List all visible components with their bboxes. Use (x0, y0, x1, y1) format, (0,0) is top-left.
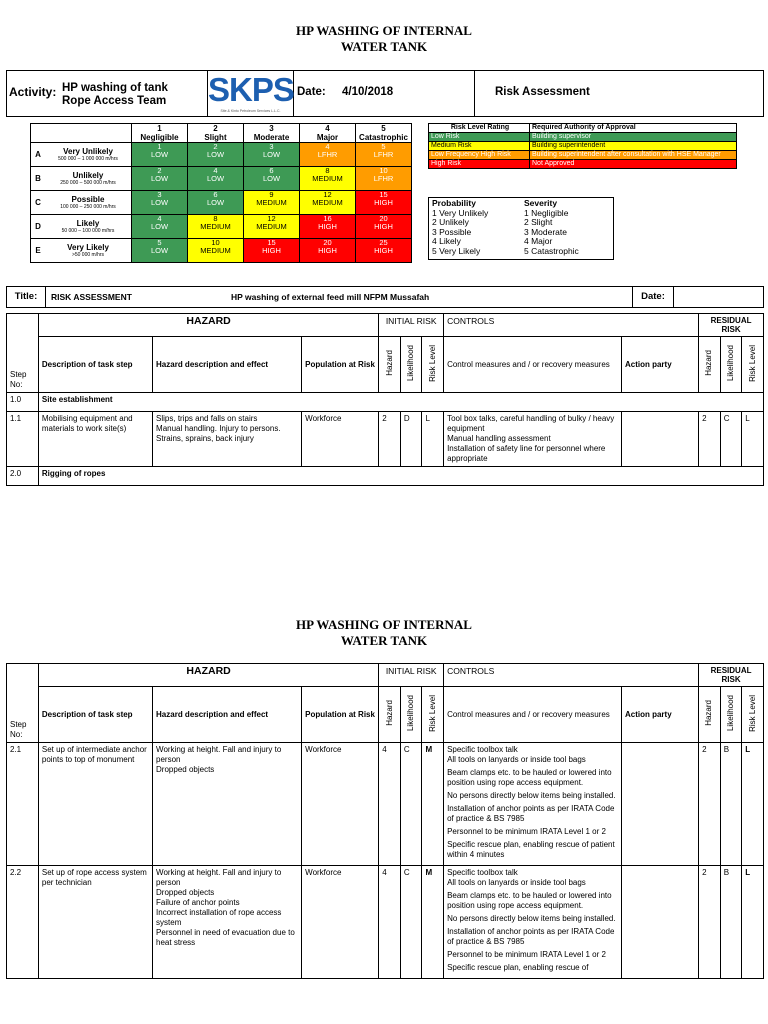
likelihood-label: C Possible 100 000 – 250 000 m/hrs (31, 191, 132, 215)
residual-risk-header: RESIDUAL RISK (699, 664, 764, 687)
task-description: Set up of rope access system per technician (38, 866, 152, 979)
step-number: 2.2 (7, 866, 39, 979)
control-measure: Specific rescue plan, enabling rescue of (447, 963, 589, 972)
likelihood-label: E Very Likely >50 000 m/hrs (31, 239, 132, 263)
section-row (7, 467, 764, 486)
title-date-label: Date: (632, 287, 674, 307)
initial-hazard: 4 (379, 866, 401, 979)
residual-risk-level: L (742, 866, 764, 979)
initial-likelihood: C (400, 866, 422, 979)
action-party (621, 743, 698, 866)
risk-table-page1 (6, 313, 764, 486)
residual-likelihood: B (720, 743, 742, 866)
probability-item: 5 Very Likely (432, 245, 481, 256)
table-row (7, 866, 764, 979)
legend-rating: Medium Risk (429, 142, 530, 151)
risk-cell: 6 LOW (188, 191, 244, 215)
activity-line2: Rope Access Team (62, 95, 167, 107)
likelihood-label: A Very Unlikely 500 000 – 1 000 000 m/hrs (31, 143, 132, 167)
legend-col1-header: Risk Level Rating (429, 124, 530, 133)
step-number: 2.0 (7, 467, 39, 486)
risk-cell: 16 HIGH (300, 215, 356, 239)
initial-risk-level: M (422, 866, 444, 979)
severity-header: 1 Negligible (132, 124, 188, 143)
residual-likelihood-col-header: Likelihood (726, 694, 735, 732)
legend-authority: Building supervisor (530, 133, 737, 142)
risk-cell: 15 HIGH (244, 239, 300, 263)
control-measure: Specific toolbox talk All tools on lanyards or inside tool bags (447, 868, 586, 887)
initial-risk-header: INITIAL RISK (379, 314, 444, 337)
risk-cell: 8 MEDIUM (300, 167, 356, 191)
initial-hazard: 4 (379, 743, 401, 866)
legend-row (429, 133, 737, 142)
severity-item: 4 Major (524, 236, 553, 247)
residual-likelihood: C (720, 412, 742, 467)
activity-cell (7, 71, 208, 116)
population-header: Population at Risk (302, 687, 379, 743)
hazard-desc-header: Hazard description and effect (153, 687, 302, 743)
risk-level-legend (428, 123, 737, 169)
severity-item: 5 Catastrophic (524, 245, 579, 256)
section-title: Rigging of ropes (38, 467, 763, 486)
risk-cell: 9 MEDIUM (244, 191, 300, 215)
residual-hazard: 2 (699, 743, 721, 866)
likelihood-col-header: Likelihood (406, 694, 416, 732)
activity-line1: HP washing of tank (62, 82, 168, 94)
title-value: RISK ASSESSMENT (51, 292, 132, 302)
probability-severity-key (428, 197, 614, 260)
risk-cell: 2 LOW (132, 167, 188, 191)
hazard-description: Working at height. Fall and injury to person Dropped objects (153, 743, 302, 866)
residual-hazard: 2 (699, 866, 721, 979)
risk-cell: 12 MEDIUM (300, 191, 356, 215)
population-header: Population at Risk (302, 337, 379, 393)
control-measure: Installation of anchor points as per IRATA Code of practice & BS 7985 (447, 927, 615, 946)
initial-risk-level: M (422, 743, 444, 866)
step-number: 2.1 (7, 743, 39, 866)
risk-level-col-header: Risk Level (427, 344, 437, 382)
title-bar (6, 286, 764, 308)
control-measures-header: Control measures and / or recovery measures (444, 337, 622, 393)
initial-risk-header: INITIAL RISK (379, 664, 444, 687)
control-measure: Installation of anchor points as per IRATA Code of practice & BS 7985 (447, 804, 615, 823)
residual-hazard: 2 (699, 412, 721, 467)
initial-hazard: 2 (379, 412, 401, 467)
risk-cell: 5 LFHR (356, 143, 412, 167)
control-measure: No persons directly below items being installed. (447, 791, 616, 800)
document-title-page2 (0, 617, 768, 649)
severity-header: 5 Catastrophic (356, 124, 412, 143)
severity-item: 3 Moderate (524, 226, 567, 237)
task-desc-header: Description of task step (38, 687, 152, 743)
legend-rating: Low Risk (429, 133, 530, 142)
risk-cell: 3 LOW (132, 191, 188, 215)
date-label: Date: (297, 86, 326, 98)
step-no-header: Step No: (7, 664, 39, 743)
matrix-row (31, 143, 412, 167)
hazard-col-header: Hazard (384, 350, 394, 376)
step-number: 1.1 (7, 412, 39, 467)
action-party (621, 412, 698, 467)
risk-cell: 12 MEDIUM (244, 215, 300, 239)
risk-cell: 6 LOW (244, 167, 300, 191)
table-row (7, 743, 764, 866)
severity-item: 1 Negligible (524, 207, 569, 218)
probability-item: 1 Very Unlikely (432, 207, 489, 218)
document-title-line2: WATER TANK (340, 633, 428, 648)
controls-cell (444, 743, 622, 866)
controls-header: CONTROLS (444, 664, 699, 687)
legend-rating: High Risk (429, 160, 530, 169)
controls-cell (444, 412, 622, 467)
risk-cell: 5 LOW (132, 239, 188, 263)
likelihood-label: B Unlikely 250 000 – 500 000 m/hrs (31, 167, 132, 191)
hazard-header: HAZARD (38, 664, 378, 687)
residual-risk-level-col-header: Risk Level (747, 694, 757, 732)
legend-row (429, 142, 737, 151)
step-number: 1.0 (7, 393, 39, 412)
doc-type: Risk Assessment (495, 86, 590, 98)
section-row (7, 393, 764, 412)
legend-col2-header: Required Authority of Approval (530, 124, 737, 133)
initial-risk-level: L (422, 412, 444, 467)
hazard-desc-header: Hazard description and effect (153, 337, 302, 393)
residual-hazard-col-header: Hazard (704, 350, 714, 376)
control-measure: No persons directly below items being installed. (447, 914, 616, 923)
matrix-row (31, 167, 412, 191)
legend-authority: Building superintendent (530, 142, 737, 151)
risk-level-col-header: Risk Level (427, 694, 437, 732)
risk-cell: 1 LOW (132, 143, 188, 167)
document-title-line1: HP WASHING OF INTERNAL (296, 617, 472, 632)
control-measure: Beam clamps etc. to be hauled or lowered into position using rope access equipment. (447, 891, 612, 910)
residual-risk-level-col-header: Risk Level (747, 344, 757, 382)
initial-likelihood: C (400, 743, 422, 866)
probability-item: 3 Possible (432, 226, 472, 237)
table-row (7, 412, 764, 467)
severity-item: 2 Slight (524, 217, 553, 228)
risk-matrix (30, 123, 412, 263)
action-party-header: Action party (621, 337, 698, 393)
control-measure: Beam clamps etc. to be hauled or lowered into position using rope access equipment. (447, 768, 612, 787)
control-measure: Tool box talks, careful handling of bulky / heavy equipment Manual handling assessment Installation of safety line for personnel where appropriate (447, 414, 615, 463)
section-title: Site establishment (38, 393, 763, 412)
hazard-col-header: Hazard (384, 700, 394, 726)
risk-cell: 20 HIGH (356, 215, 412, 239)
doc-type-cell (475, 71, 765, 116)
legend-row (429, 160, 737, 169)
control-measure: Specific rescue plan, enabling rescue of patient within 4 minutes (447, 840, 615, 859)
task-description: Mobilising equipment and materials to work site(s) (38, 412, 152, 467)
action-party-header: Action party (621, 687, 698, 743)
residual-risk-level: L (742, 743, 764, 866)
matrix-row (31, 215, 412, 239)
document-title (0, 23, 768, 55)
legend-row (429, 151, 737, 160)
logo-subtitle: Site & Kinto Petroleum Services L.L.C. (220, 109, 281, 113)
likelihood-label: D Likely 50 000 – 100 000 m/hrs (31, 215, 132, 239)
title-label: Title: (7, 287, 46, 307)
risk-cell: 20 HIGH (300, 239, 356, 263)
risk-cell: 10 LFHR (356, 167, 412, 191)
residual-likelihood: B (720, 866, 742, 979)
risk-cell: 4 LOW (188, 167, 244, 191)
likelihood-col-header: Likelihood (406, 344, 416, 382)
severity-header: 3 Moderate (244, 124, 300, 143)
risk-cell: 4 LFHR (300, 143, 356, 167)
risk-cell: 15 HIGH (356, 191, 412, 215)
residual-hazard-col-header: Hazard (704, 700, 714, 726)
risk-table-page2 (6, 663, 764, 979)
matrix-row (31, 191, 412, 215)
document-title-line2: WATER TANK (340, 39, 428, 54)
controls-header: CONTROLS (444, 314, 699, 337)
risk-cell: 2 LOW (188, 143, 244, 167)
population-at-risk: Workforce (302, 866, 379, 979)
document-title-line1: HP WASHING OF INTERNAL (296, 23, 472, 38)
risk-cell: 3 LOW (244, 143, 300, 167)
legend-rating: Low Frequency High Risk (429, 151, 530, 160)
population-at-risk: Workforce (302, 412, 379, 467)
residual-risk-header: RESIDUAL RISK (699, 314, 764, 337)
task-desc-header: Description of task step (38, 337, 152, 393)
hazard-description: Working at height. Fall and injury to person Dropped objects Failure of anchor points Incorrect installation of rope access system Personnel in need of evacuation due to heat stress (153, 866, 302, 979)
control-measure: Personnel to be minimum IRATA Level 1 or 2 (447, 950, 606, 959)
controls-cell (444, 866, 622, 979)
probability-item: 2 Unlikely (432, 217, 469, 228)
severity-key-header: Severity (524, 198, 558, 208)
population-at-risk: Workforce (302, 743, 379, 866)
company-logo (208, 71, 294, 116)
control-measure: Specific toolbox talk All tools on lanyards or inside tool bags (447, 745, 586, 764)
hazard-header: HAZARD (38, 314, 378, 337)
legend-authority: Building superintendent after consultation with HSE Manager (530, 151, 737, 160)
task-description: Set up of intermediate anchor points to top of monument (38, 743, 152, 866)
risk-cell: 8 MEDIUM (188, 215, 244, 239)
control-measure: Personnel to be minimum IRATA Level 1 or 2 (447, 827, 606, 836)
legend-authority: Not Approved (530, 160, 737, 169)
hazard-description: Slips, trips and falls on stairs Manual handling. Injury to persons. Strains, sprains, back injury (153, 412, 302, 467)
activity-header (6, 70, 764, 117)
risk-cell: 25 HIGH (356, 239, 412, 263)
probability-item: 4 Likely (432, 236, 461, 247)
matrix-row (31, 239, 412, 263)
severity-header: 2 Slight (188, 124, 244, 143)
control-measures-header: Control measures and / or recovery measures (444, 687, 622, 743)
severity-header: 4 Major (300, 124, 356, 143)
activity-label: Activity: (9, 85, 57, 99)
risk-cell: 10 MEDIUM (188, 239, 244, 263)
risk-cell: 4 LOW (132, 215, 188, 239)
step-no-header: Step No: (7, 314, 39, 393)
date-value: 4/10/2018 (342, 86, 394, 98)
action-party (621, 866, 698, 979)
residual-risk-level: L (742, 412, 764, 467)
initial-likelihood: D (400, 412, 422, 467)
assessment-subject: HP washing of external feed mill NFPM Mussafah (231, 292, 430, 302)
logo-text: SKPS (208, 71, 294, 108)
residual-likelihood-col-header: Likelihood (726, 344, 735, 382)
probability-header: Probability (432, 198, 476, 208)
date-cell (294, 71, 475, 116)
